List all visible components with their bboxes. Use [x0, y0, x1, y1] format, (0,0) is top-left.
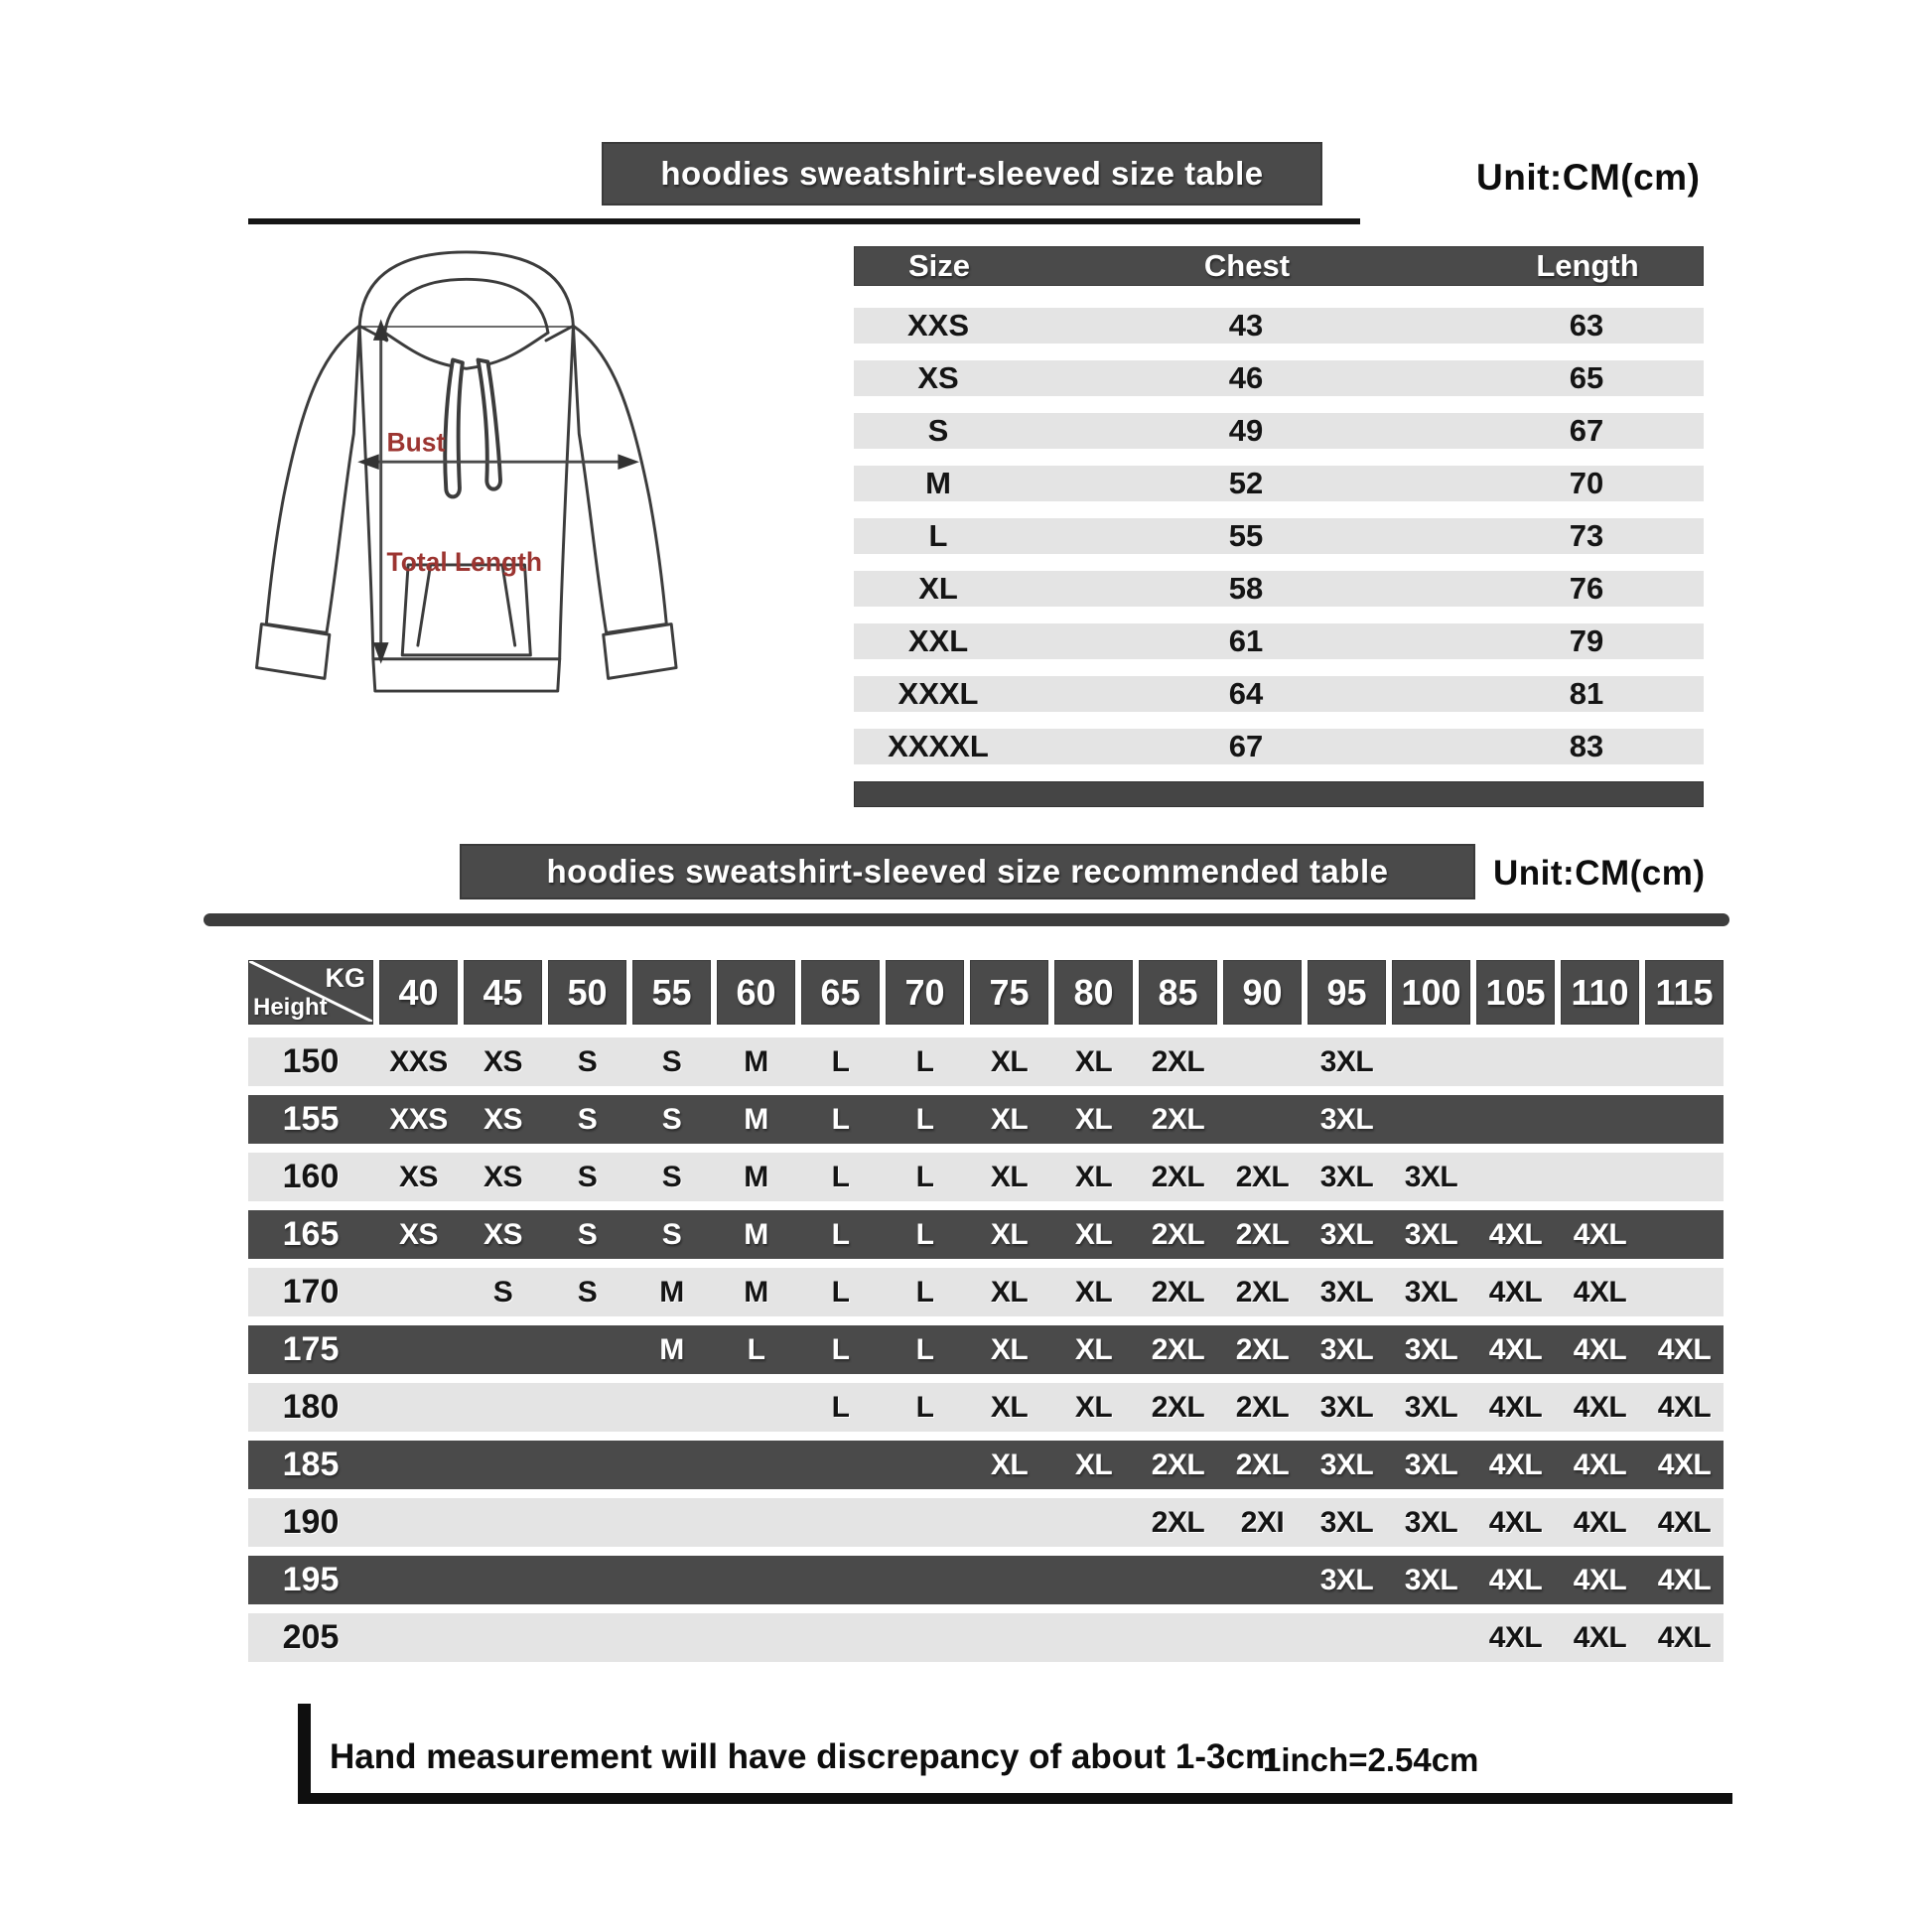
matrix-size-cell: 3XL	[1319, 1217, 1374, 1251]
matrix-row	[248, 1556, 1724, 1604]
matrix-row	[248, 1498, 1724, 1547]
matrix-height-label: 155	[282, 1100, 340, 1138]
matrix-size-cell: 2XL	[1151, 1160, 1205, 1193]
size-table-row	[854, 623, 1704, 659]
matrix-height-label: 150	[282, 1042, 340, 1080]
matrix-weight-header-cell: 105	[1476, 960, 1555, 1025]
matrix-size-cell: XL	[990, 1275, 1029, 1309]
size-table-cell: XXL	[907, 623, 969, 658]
matrix-size-cell: L	[831, 1044, 850, 1078]
size-table-cell: 49	[1228, 413, 1264, 448]
matrix-height-label: 190	[282, 1503, 340, 1541]
matrix-size-cell: 2XL	[1151, 1275, 1205, 1309]
matrix-size-cell: 4XL	[1573, 1505, 1627, 1539]
hoodie-left-cuff	[256, 624, 329, 679]
matrix-size-cell: XL	[1074, 1102, 1113, 1136]
footer-note: Hand measurement will have discrepancy of about 1-3cm	[330, 1737, 1277, 1776]
hoodie-left-sleeve	[266, 326, 359, 632]
middle-divider	[204, 913, 1729, 926]
matrix-size-cell: XS	[483, 1217, 523, 1251]
matrix-size-cell: 4XL	[1657, 1390, 1712, 1424]
size-table-cell: 61	[1228, 623, 1264, 658]
matrix-size-cell: 4XL	[1657, 1332, 1712, 1366]
size-table-cell: XXXL	[897, 676, 979, 711]
matrix-size-cell: 2XL	[1151, 1332, 1205, 1366]
size-table-cell: 67	[1569, 413, 1604, 448]
matrix-weight-header-cell: 75	[970, 960, 1048, 1025]
size-table-row	[854, 466, 1704, 501]
matrix-size-cell: M	[744, 1217, 768, 1251]
matrix-size-cell: XL	[1074, 1332, 1113, 1366]
matrix-weight-header-cell: 100	[1392, 960, 1470, 1025]
matrix-size-cell: L	[915, 1217, 934, 1251]
matrix-size-cell: L	[915, 1102, 934, 1136]
corner-height-label: Height	[253, 994, 328, 1021]
matrix-row	[248, 1095, 1724, 1144]
size-table-cell: 43	[1228, 308, 1264, 343]
matrix-size-cell: 2XL	[1151, 1044, 1205, 1078]
matrix-size-cell: 3XL	[1319, 1505, 1374, 1539]
hoodie-right-cuff	[604, 624, 676, 679]
matrix-header-row	[248, 960, 1724, 1025]
matrix-size-cell: 3XL	[1319, 1563, 1374, 1596]
hoodie-hem	[373, 659, 560, 691]
top-divider	[248, 218, 1360, 224]
size-table-cell: XS	[917, 360, 959, 395]
matrix-size-cell: XS	[398, 1160, 439, 1193]
matrix-row	[248, 1441, 1724, 1489]
size-table-header-cell: Chest	[1203, 248, 1291, 283]
size-table-row	[854, 308, 1704, 344]
matrix-size-cell: L	[915, 1160, 934, 1193]
size-table-cell: 63	[1569, 308, 1604, 343]
matrix-size-cell: S	[661, 1217, 682, 1251]
matrix-size-cell: S	[492, 1275, 513, 1309]
matrix-size-cell: 3XL	[1319, 1275, 1374, 1309]
matrix-size-cell: 3XL	[1404, 1160, 1458, 1193]
size-table-cell: L	[928, 518, 948, 553]
size-table-cell: 70	[1569, 466, 1604, 500]
size-table-cell: XXS	[906, 308, 970, 343]
matrix-size-cell: 4XL	[1573, 1390, 1627, 1424]
matrix-size-cell: M	[744, 1160, 768, 1193]
matrix-size-cell: 4XL	[1573, 1217, 1627, 1251]
size-table-header-cell: Size	[907, 248, 971, 283]
matrix-size-cell: 2XL	[1235, 1275, 1290, 1309]
matrix-height-label: 205	[282, 1618, 340, 1656]
matrix-size-cell: 4XL	[1488, 1448, 1543, 1481]
size-table-header	[854, 246, 1704, 286]
matrix-weight-header-cell: 60	[717, 960, 795, 1025]
matrix-height-label: 195	[282, 1561, 340, 1598]
size-table-cell: XXXXL	[888, 729, 989, 763]
matrix-size-cell: 4XL	[1488, 1620, 1543, 1654]
size-table-cell: 81	[1569, 676, 1604, 711]
matrix-size-cell: XL	[990, 1102, 1029, 1136]
matrix-size-cell: 2XL	[1235, 1332, 1290, 1366]
total-length-label: Total Length	[386, 546, 543, 577]
footer-left-bar	[298, 1704, 311, 1803]
matrix-size-cell: M	[659, 1332, 684, 1366]
recommended-table-title: hoodies sweatshirt-sleeved size recommended table	[546, 853, 1389, 890]
matrix-size-cell: S	[577, 1044, 598, 1078]
matrix-size-cell: S	[577, 1217, 598, 1251]
matrix-size-cell: L	[831, 1217, 850, 1251]
matrix-size-cell: XL	[1074, 1448, 1113, 1481]
matrix-size-cell: S	[661, 1160, 682, 1193]
matrix-size-cell: XL	[1074, 1217, 1113, 1251]
hoodie-illustration	[233, 238, 680, 705]
matrix-size-cell: S	[577, 1102, 598, 1136]
bust-label: Bust	[386, 427, 446, 458]
matrix-size-cell: L	[915, 1390, 934, 1424]
size-table-row	[854, 729, 1704, 764]
matrix-size-cell: 4XL	[1657, 1620, 1712, 1654]
matrix-size-cell: M	[744, 1275, 768, 1309]
size-table-title-bar	[602, 142, 1322, 206]
matrix-weight-header-cell: 50	[548, 960, 626, 1025]
matrix-size-cell: XL	[990, 1332, 1029, 1366]
footer-bottom-line	[298, 1793, 1732, 1804]
matrix-corner-cell	[248, 960, 373, 1025]
matrix-size-cell: L	[915, 1044, 934, 1078]
matrix-weight-header-cell: 90	[1223, 960, 1302, 1025]
matrix-size-cell: XL	[990, 1448, 1029, 1481]
size-table-cell: XL	[918, 571, 958, 606]
size-table-row	[854, 360, 1704, 396]
size-table-cell: 83	[1569, 729, 1604, 763]
matrix-size-cell: XL	[1074, 1160, 1113, 1193]
matrix-size-cell: 2XL	[1235, 1217, 1290, 1251]
hoodie-body	[359, 326, 573, 659]
matrix-size-cell: L	[831, 1160, 850, 1193]
matrix-weight-header-cell: 85	[1139, 960, 1217, 1025]
matrix-size-cell: XL	[990, 1390, 1029, 1424]
matrix-size-cell: 2XL	[1235, 1160, 1290, 1193]
matrix-size-cell: XL	[990, 1160, 1029, 1193]
matrix-size-cell: 3XL	[1404, 1448, 1458, 1481]
matrix-size-cell: XS	[483, 1044, 523, 1078]
matrix-size-cell: S	[577, 1160, 598, 1193]
size-table-cell: 52	[1228, 466, 1264, 500]
corner-kg-label: KG	[325, 963, 365, 993]
matrix-size-cell: 3XL	[1319, 1448, 1374, 1481]
size-table-rows	[854, 308, 1704, 764]
matrix-size-cell: 4XL	[1573, 1275, 1627, 1309]
matrix-size-cell: 4XL	[1488, 1505, 1543, 1539]
matrix-size-cell: L	[831, 1332, 850, 1366]
matrix-size-cell: 4XL	[1488, 1563, 1543, 1596]
matrix-size-cell: 3XL	[1404, 1390, 1458, 1424]
matrix-size-cell: XL	[1074, 1390, 1113, 1424]
matrix-size-cell: XS	[398, 1217, 439, 1251]
matrix-size-cell: 2XL	[1235, 1448, 1290, 1481]
size-table-cell: 55	[1228, 518, 1264, 553]
matrix-size-cell: 4XL	[1573, 1563, 1627, 1596]
matrix-weight-header-cell: 65	[801, 960, 880, 1025]
size-table-title: hoodies sweatshirt-sleeved size table	[660, 155, 1264, 192]
size-table-row	[854, 676, 1704, 712]
size-table-row	[854, 571, 1704, 607]
matrix-size-cell: 4XL	[1657, 1563, 1712, 1596]
size-table-cell: 73	[1569, 518, 1604, 553]
size-table-cell: S	[927, 413, 949, 448]
matrix-weight-header-cell: 45	[464, 960, 542, 1025]
matrix-size-cell: 2XL	[1151, 1505, 1205, 1539]
matrix-size-cell: XL	[990, 1044, 1029, 1078]
hoodie-diagram	[233, 238, 680, 705]
size-table-header-cell: Length	[1536, 248, 1639, 283]
size-table-cell: 58	[1228, 571, 1264, 606]
matrix-size-cell: XS	[483, 1160, 523, 1193]
matrix-size-cell: 3XL	[1319, 1390, 1374, 1424]
matrix-row	[248, 1037, 1724, 1086]
matrix-size-cell: 3XL	[1319, 1160, 1374, 1193]
matrix-row	[248, 1383, 1724, 1432]
matrix-size-cell: L	[831, 1275, 850, 1309]
matrix-row	[248, 1325, 1724, 1374]
size-table	[854, 246, 1704, 807]
matrix-size-cell: M	[744, 1044, 768, 1078]
matrix-body	[248, 1037, 1724, 1671]
matrix-size-cell: L	[915, 1275, 934, 1309]
matrix-size-cell: XL	[1074, 1044, 1113, 1078]
matrix-size-cell: S	[661, 1102, 682, 1136]
size-table-cell: 64	[1228, 676, 1264, 711]
matrix-size-cell: XL	[990, 1217, 1029, 1251]
matrix-size-cell: 2XL	[1151, 1102, 1205, 1136]
size-table-cell: 46	[1228, 360, 1264, 395]
matrix-size-cell: XXS	[389, 1102, 448, 1136]
matrix-weight-header-cell: 110	[1561, 960, 1639, 1025]
matrix-size-cell: 4XL	[1488, 1275, 1543, 1309]
size-table-cell: 76	[1569, 571, 1604, 606]
matrix-row	[248, 1210, 1724, 1259]
matrix-weight-header-cell: 115	[1645, 960, 1724, 1025]
size-table-cell: M	[925, 466, 951, 500]
matrix-size-cell: 4XL	[1488, 1217, 1543, 1251]
footer-conversion: 1inch=2.54cm	[1263, 1741, 1479, 1778]
matrix-size-cell: M	[744, 1102, 768, 1136]
matrix-size-cell: XXS	[389, 1044, 448, 1078]
size-table-bottom-bar	[854, 781, 1704, 807]
matrix-weight-header-cell: 95	[1308, 960, 1386, 1025]
matrix-size-cell: 3XL	[1404, 1505, 1458, 1539]
matrix-size-cell: 3XL	[1319, 1102, 1374, 1136]
matrix-size-cell: 4XL	[1573, 1448, 1627, 1481]
matrix-size-cell: M	[659, 1275, 684, 1309]
matrix-size-cell: L	[831, 1390, 850, 1424]
recommended-table-title-bar	[460, 844, 1475, 899]
matrix-size-cell: 3XL	[1404, 1332, 1458, 1366]
matrix-size-cell: 4XL	[1657, 1448, 1712, 1481]
size-table-row	[854, 413, 1704, 449]
matrix-weight-header-cell: 80	[1054, 960, 1133, 1025]
matrix-size-cell: 4XL	[1573, 1620, 1627, 1654]
unit-label-top: Unit:CM(cm)	[1476, 157, 1701, 198]
matrix-row	[248, 1268, 1724, 1316]
size-table-row	[854, 518, 1704, 554]
matrix-size-cell: 2XL	[1151, 1390, 1205, 1424]
matrix-height-label: 175	[282, 1330, 340, 1368]
matrix-size-cell: S	[661, 1044, 682, 1078]
matrix-size-cell: XS	[483, 1102, 523, 1136]
matrix-height-label: 170	[282, 1273, 340, 1311]
matrix-size-cell: 3XL	[1404, 1217, 1458, 1251]
matrix-row	[248, 1613, 1724, 1662]
hoodie-right-sleeve	[573, 326, 666, 632]
matrix-size-cell: 2XI	[1240, 1505, 1285, 1539]
matrix-weight-header-cell: 40	[379, 960, 458, 1025]
matrix-size-cell: S	[577, 1275, 598, 1309]
size-table-cell: 67	[1228, 729, 1264, 763]
matrix-weight-header-cell: 55	[632, 960, 711, 1025]
size-table-cell: 79	[1569, 623, 1604, 658]
matrix-size-cell: 4XL	[1573, 1332, 1627, 1366]
matrix-height-label: 165	[282, 1215, 340, 1253]
matrix-size-cell: 2XL	[1235, 1390, 1290, 1424]
matrix-height-label: 185	[282, 1446, 340, 1483]
size-table-cell: 65	[1569, 360, 1604, 395]
matrix-size-cell: 4XL	[1488, 1332, 1543, 1366]
matrix-height-label: 180	[282, 1388, 340, 1426]
matrix-size-cell: L	[831, 1102, 850, 1136]
matrix-size-cell: 2XL	[1151, 1448, 1205, 1481]
matrix-size-cell: 3XL	[1319, 1044, 1374, 1078]
matrix-size-cell: 4XL	[1657, 1505, 1712, 1539]
matrix-size-cell: 3XL	[1404, 1563, 1458, 1596]
matrix-size-cell: 2XL	[1151, 1217, 1205, 1251]
matrix-weight-header-cell: 70	[886, 960, 964, 1025]
matrix-size-cell: 3XL	[1404, 1275, 1458, 1309]
matrix-height-label: 160	[282, 1158, 340, 1195]
matrix-size-cell: 4XL	[1488, 1390, 1543, 1424]
matrix-size-cell: 3XL	[1319, 1332, 1374, 1366]
matrix-size-cell: XL	[1074, 1275, 1113, 1309]
unit-label-bottom: Unit:CM(cm)	[1493, 854, 1706, 893]
matrix-size-cell: L	[747, 1332, 765, 1366]
matrix-size-cell: L	[915, 1332, 934, 1366]
matrix-row	[248, 1153, 1724, 1201]
